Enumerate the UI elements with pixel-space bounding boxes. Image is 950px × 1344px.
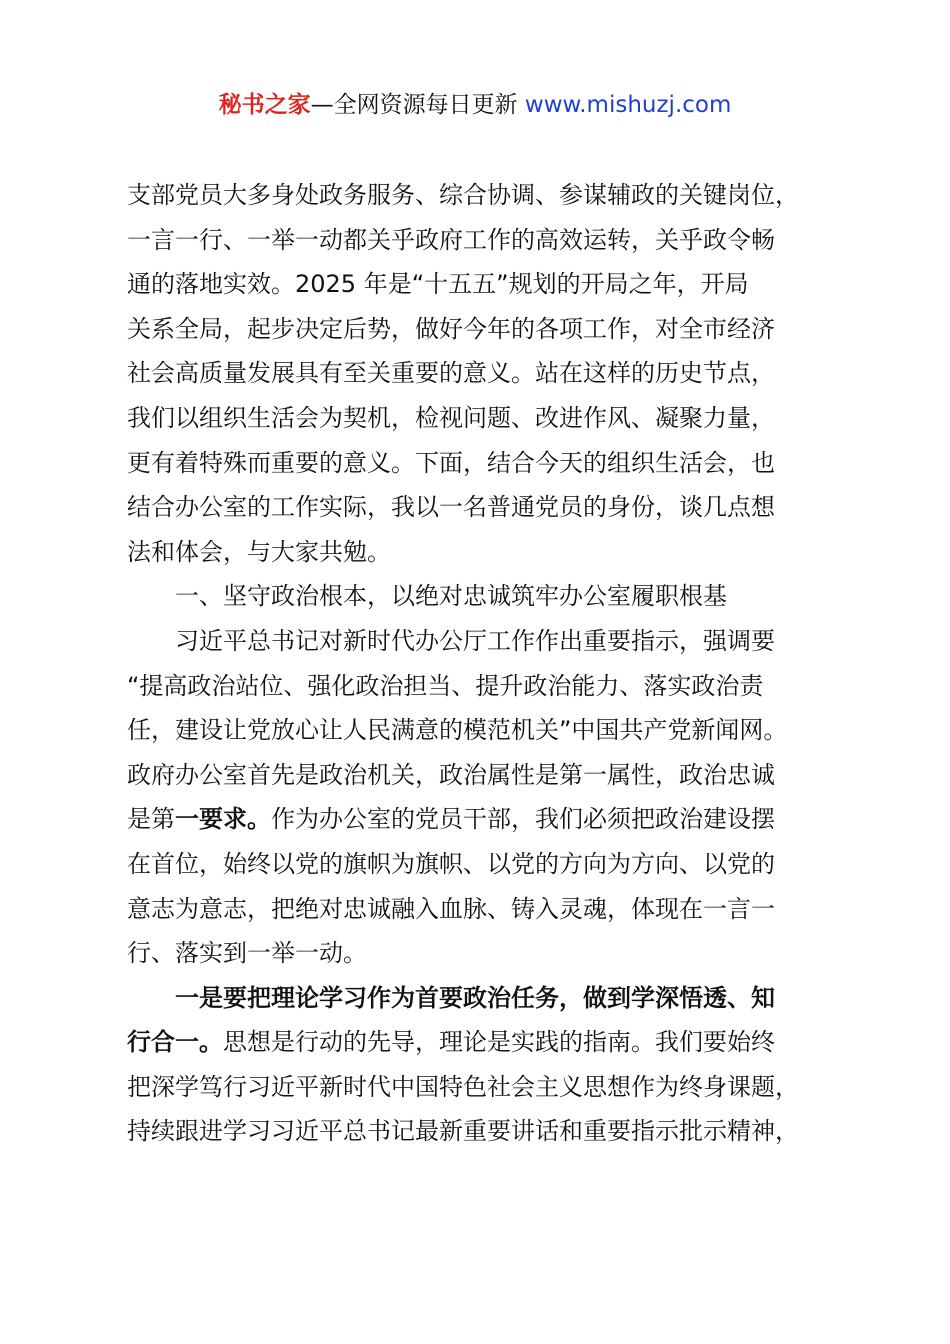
text-line: 关系全局，起步决定后势，做好今年的各项工作，对全市经济	[127, 314, 775, 343]
bold-text: 一要求。	[175, 805, 271, 834]
text-line: 习近平总书记对新时代办公厅工作作出重要指示，强调要	[175, 626, 775, 655]
text-line: 把深学笃行习近平新时代中国特色社会主义思想作为终身课题，	[127, 1072, 799, 1101]
text-line: 行、落实到一举一动。	[127, 939, 367, 968]
section-heading: 一、坚守政治根本，以绝对忠诚筑牢办公室履职根基	[175, 582, 727, 611]
text-line: 政府办公室首先是政治机关，政治属性是第一属性，政治忠诚	[127, 760, 775, 789]
site-url-link[interactable]: www.mishuzj.com	[524, 92, 732, 118]
text-line: 一言一行、一举一动都关乎政府工作的高效运转，关乎政令畅	[127, 225, 775, 254]
text-fragment: 是第	[127, 805, 175, 834]
text-line	[127, 797, 847, 842]
text-fragment: 作为办公室的党员干部，我们必须把政治建设摆	[271, 805, 775, 834]
paragraph-theory-study	[127, 976, 847, 1154]
text-line: “提高政治站位、强化政治担当、提升政治能力、落实政治责	[127, 671, 764, 700]
text-line: 社会高质量发展具有至关重要的意义。站在这样的历史节点，	[127, 359, 775, 388]
paragraph-political-loyalty	[127, 619, 847, 976]
text-line: 意志为意志，把绝对忠诚融入血脉、铸入灵魂，体现在一言一	[127, 894, 775, 923]
paragraph-intro	[127, 173, 847, 574]
document-body	[127, 173, 847, 1154]
text-line: 持续跟进学习习近平总书记最新重要讲话和重要指示批示精神，	[127, 1117, 799, 1146]
text-line: 在首位，始终以党的旗帜为旗帜、以党的方向为方向、以党的	[127, 849, 775, 878]
text-line: 支部党员大多身处政务服务、综合协调、参谋辅政的关键岗位，	[127, 181, 799, 209]
header-tagline: —全网资源每日更新	[310, 92, 525, 118]
text-line: 法和体会，与大家共勉。	[127, 537, 391, 566]
text-line: 任，建设让党放心让人民满意的模范机关”中国共产党新闻网。	[127, 716, 788, 745]
text-line: 更有着特殊而重要的意义。下面，结合今天的组织生活会，也	[127, 448, 775, 477]
text-fragment: 思想是行动的先导，理论是实践的指南。我们要始终	[223, 1028, 775, 1057]
text-line: 通的落地实效。2025 年是“十五五”规划的开局之年，开局	[127, 270, 749, 299]
text-line: 结合办公室的工作实际，我以一名普通党员的身份，谈几点想	[127, 493, 775, 522]
bold-text: 行合一。	[127, 1028, 223, 1057]
brand-name: 秘书之家	[218, 92, 311, 118]
text-line	[127, 1020, 847, 1065]
document-header	[0, 88, 950, 122]
text-line: 我们以组织生活会为契机，检视问题、改进作风、凝聚力量，	[127, 403, 775, 432]
bold-text-line: 一是要把理论学习作为首要政治任务，做到学深悟透、知	[175, 983, 775, 1012]
